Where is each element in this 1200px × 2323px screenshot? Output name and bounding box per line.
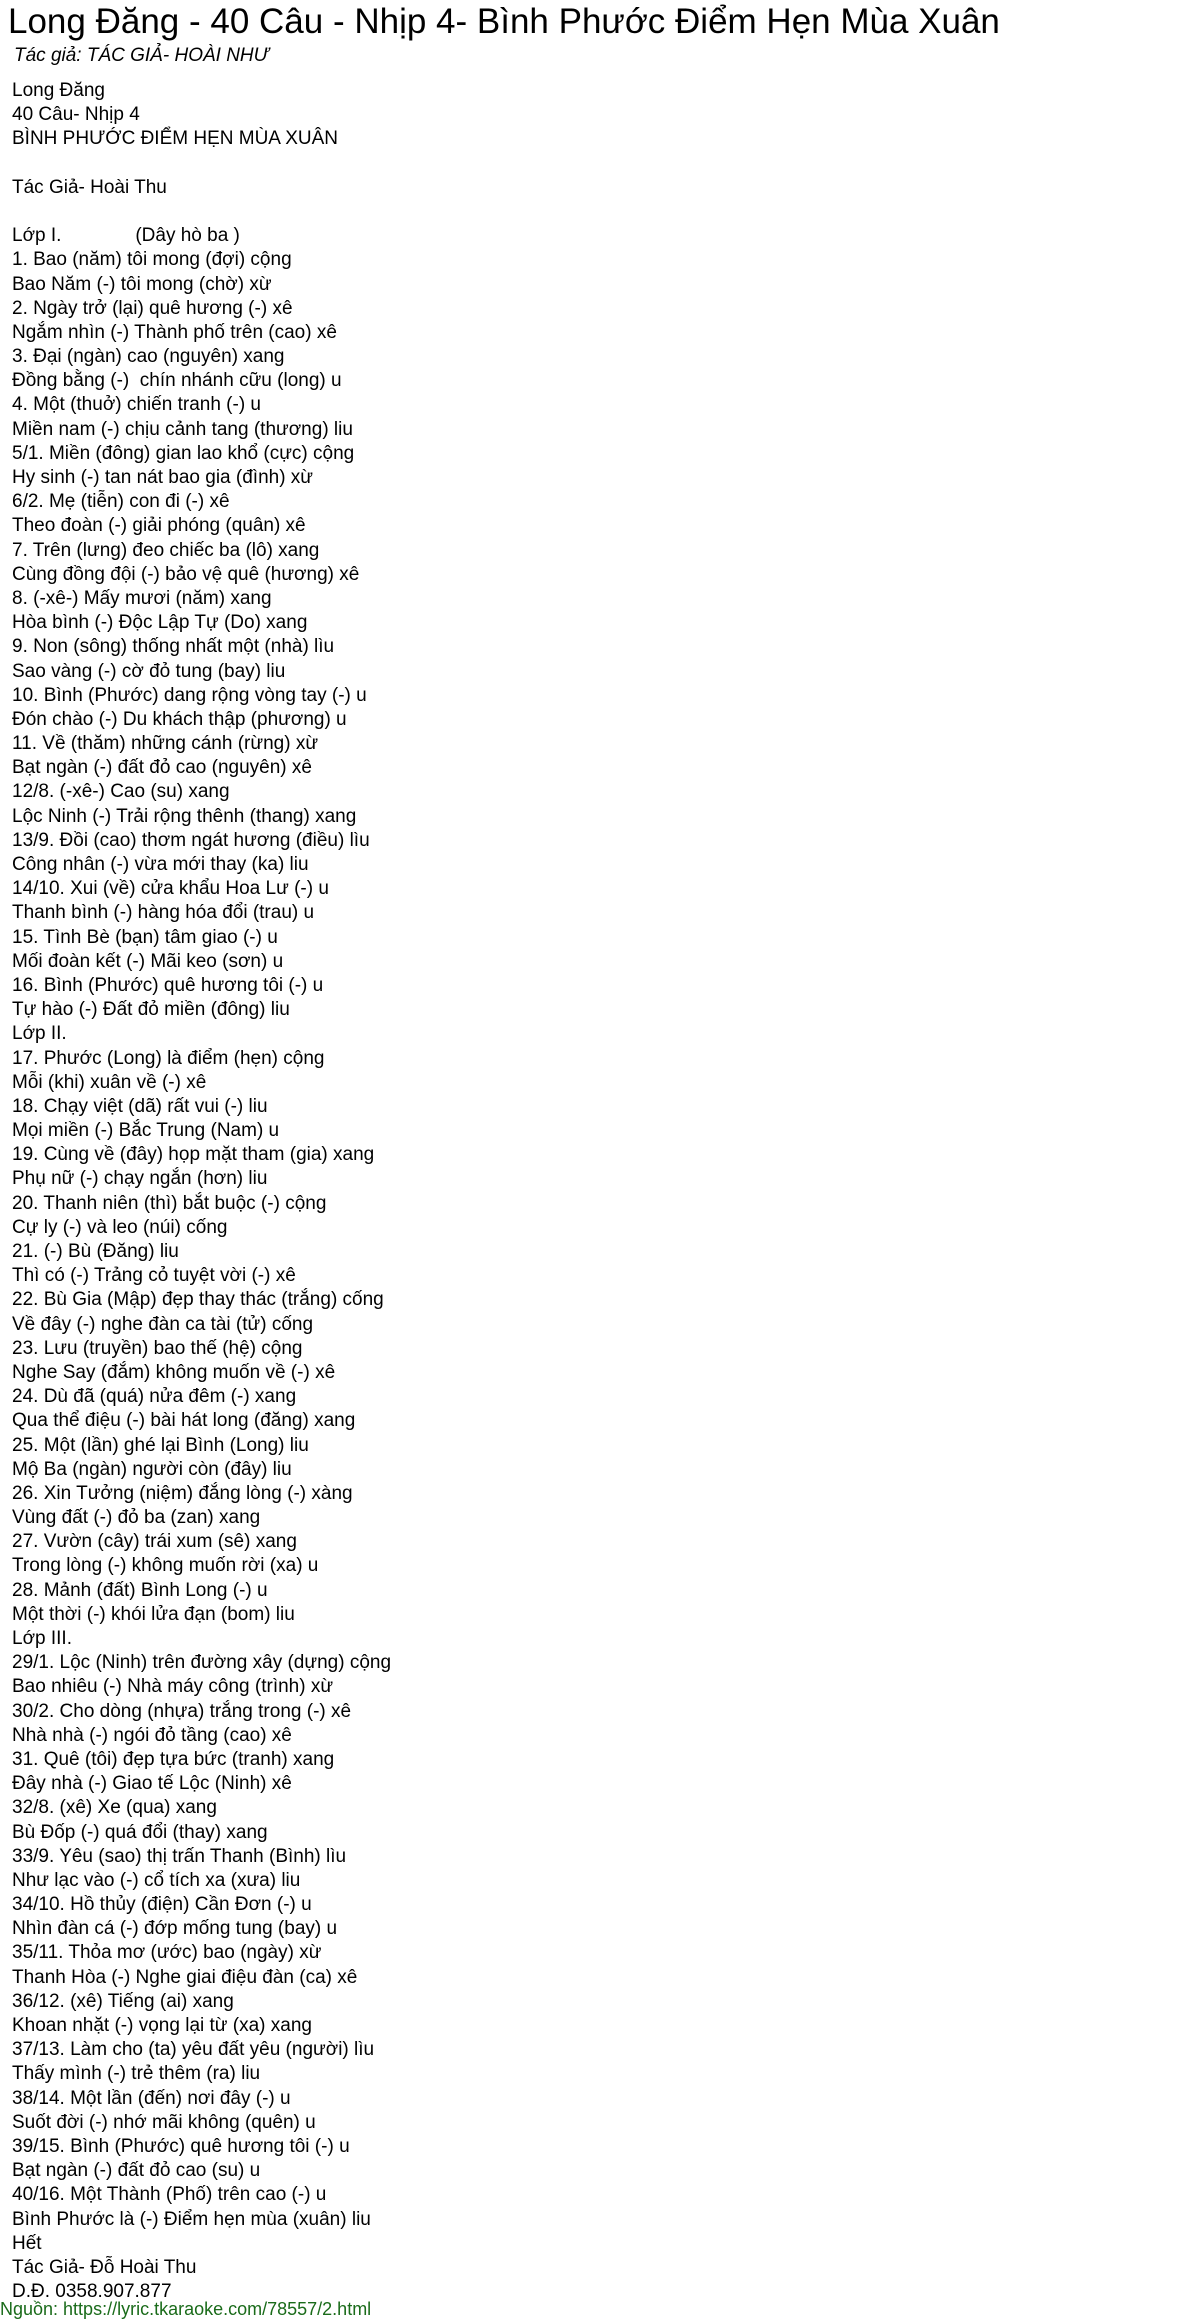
lyric-line: Qua thể điệu (-) bài hát long (đăng) xang	[12, 1410, 356, 1432]
lyric-line: Lớp I. (Dây hò ba )	[12, 225, 240, 247]
lyric-line: 6/2. Mẹ (tiễn) con đi (-) xê	[12, 491, 230, 513]
lyric-line: 24. Dù đã (quá) nửa đêm (-) xang	[12, 1386, 297, 1408]
lyric-line: Bạt ngàn (-) đất đỏ cao (su) u	[12, 2160, 261, 2182]
lyric-line: 1. Bao (năm) tôi mong (đợi) cộng	[12, 249, 292, 271]
lyric-line: Phụ nữ (-) chạy ngắn (hơn) liu	[12, 1168, 268, 1190]
source-link[interactable]: https://lyric.tkaraoke.com/78557/2.html	[63, 2299, 372, 2319]
lyric-line: Bình Phước là (-) Điểm hẹn mùa (xuân) liu	[12, 2208, 371, 2230]
lyric-line: D.Đ. 0358.907.877	[12, 2281, 172, 2303]
lyric-line: Bù Đốp (-) quá đổi (thay) xang	[12, 1821, 268, 1843]
lyric-line: 2. Ngày trở (lại) quê hương (-) xê	[12, 297, 293, 319]
blank-line	[12, 152, 391, 176]
lyric-line: Khoan nhặt (-) vọng lại từ (xa) xang	[12, 2015, 312, 2036]
lyric-line: 4. Một (thuở) chiến tranh (-) u	[12, 394, 261, 416]
lyric-line: 17. Phước (Long) là điểm (hẹn) cộng	[12, 1047, 325, 1069]
lyric-line: Bao Năm (-) tôi mong (chờ) xừ	[12, 273, 272, 295]
lyric-line: 22. Bù Gia (Mập) đẹp thay thác (trắng) cống	[12, 1289, 384, 1311]
lyric-line: 11. Về (thăm) những cánh (rừng) xừ	[12, 733, 319, 755]
lyric-line: 12/8. (-xê-) Cao (su) xang	[12, 781, 230, 803]
lyric-line: Mọi miền (-) Bắc Trung (Nam) u	[12, 1120, 280, 1142]
lyric-line: Sao vàng (-) cờ đỏ tung (bay) liu	[12, 660, 286, 682]
lyric-line: Công nhân (-) vừa mới thay (ka) liu	[12, 854, 309, 875]
lyric-line: 8. (-xê-) Mấy mươi (năm) xang	[12, 587, 272, 609]
lyric-line: 37/13. Làm cho (ta) yêu đất yêu (người) lìu	[12, 2039, 375, 2061]
lyric-line: 15. Tình Bè (bạn) tâm giao (-) u	[12, 926, 278, 948]
lyric-line: 7. Trên (lưng) đeo chiếc ba (lô) xang	[12, 539, 320, 561]
lyric-line: Hết	[12, 2232, 42, 2254]
author-line: Tác giả: TÁC GIẢ- HOÀI NHƯ	[14, 45, 269, 66]
lyric-line: Nghe Say (đắm) không muốn về (-) xê	[12, 1361, 336, 1383]
lyric-line: 26. Xin Tưởng (niệm) đắng lòng (-) xàng	[12, 1482, 353, 1504]
lyric-line: Đón chào (-) Du khách thập (phương) u	[12, 708, 347, 730]
lyric-line: 40 Câu- Nhịp 4	[12, 104, 140, 126]
lyric-line: Miền nam (-) chịu cảnh tang (thương) liu	[12, 418, 353, 440]
lyric-line: 40/16. Một Thành (Phố) trên cao (-) u	[12, 2184, 327, 2206]
lyric-line: Nhìn đàn cá (-) đớp mống tung (bay) u	[12, 1918, 338, 1940]
lyric-line: 23. Lưu (truyền) bao thế (hệ) cộng	[12, 1337, 303, 1359]
lyric-line: Thanh Hòa (-) Nghe giai điệu đàn (ca) xê	[12, 1966, 358, 1988]
lyric-line: 36/12. (xê) Tiếng (ai) xang	[12, 1990, 234, 2012]
lyric-line: 34/10. Hồ thủy (điện) Cần Đơn (-) u	[12, 1894, 312, 1916]
lyric-line: Lớp II.	[12, 1023, 67, 1045]
blank-line	[12, 200, 391, 224]
lyric-line: Tự hào (-) Đất đỏ miền (đông) liu	[12, 999, 290, 1021]
lyrics-body	[12, 79, 391, 2304]
lyric-line: 33/9. Yêu (sao) thị trấn Thanh (Bình) lìu	[12, 1845, 347, 1867]
lyric-line: 14/10. Xui (về) cửa khẩu Hoa Lư (-) u	[12, 878, 329, 900]
lyric-line: Lớp III.	[12, 1628, 72, 1649]
lyric-line: 20. Thanh niên (thì) bắt buộc (-) cộng	[12, 1192, 327, 1214]
lyric-line: 10. Bình (Phước) dang rộng vòng tay (-) u	[12, 684, 367, 706]
lyric-line: 16. Bình (Phước) quê hương tôi (-) u	[12, 974, 324, 996]
source-label: Nguồn:	[0, 2299, 64, 2319]
lyric-line: Hy sinh (-) tan nát bao gia (đình) xừ	[12, 467, 314, 488]
lyric-line: Bạt ngàn (-) đất đỏ cao (nguyên) xê	[12, 757, 312, 779]
lyric-line: 35/11. Thỏa mơ (ước) bao (ngày) xừ	[12, 1942, 322, 1964]
lyric-line: Mối đoàn kết (-) Mãi keo (sơn) u	[12, 950, 284, 972]
lyric-line: 27. Vườn (cây) trái xum (sê) xang	[12, 1531, 297, 1553]
lyric-line: 3. Đại (ngàn) cao (nguyên) xang	[12, 346, 285, 368]
lyric-line: 13/9. Đồi (cao) thơm ngát hương (điều) lìu	[12, 829, 370, 851]
lyric-line: Lộc Ninh (-) Trải rộng thênh (thang) xang	[12, 805, 357, 827]
lyric-line: Trong lòng (-) không muốn rời (xa) u	[12, 1555, 319, 1577]
lyric-line: 29/1. Lộc (Ninh) trên đường xây (dựng) cộng	[12, 1652, 392, 1674]
lyric-line: Mộ Ba (ngàn) người còn (đây) liu	[12, 1458, 292, 1480]
lyric-line: Cự ly (-) và leo (núi) cống	[12, 1216, 228, 1238]
lyric-line: Long Đăng	[12, 80, 105, 101]
lyric-line: 28. Mảnh (đất) Bình Long (-) u	[12, 1579, 268, 1601]
lyric-line: 25. Một (lần) ghé lại Bình (Long) liu	[12, 1434, 309, 1456]
lyric-line: 18. Chạy việt (dã) rất vui (-) liu	[12, 1095, 268, 1117]
lyric-line: Đồng bằng (-) chín nhánh cữu (long) u	[12, 370, 342, 392]
lyric-line: Cùng đồng đội (-) bảo vệ quê (hương) xê	[12, 563, 360, 585]
lyric-line: 38/14. Một lần (đến) nơi đây (-) u	[12, 2087, 291, 2109]
lyric-line: 39/15. Bình (Phước) quê hương tôi (-) u	[12, 2135, 350, 2157]
lyric-line: Như lạc vào (-) cổ tích xa (xưa) liu	[12, 1869, 301, 1891]
source-line	[0, 2298, 371, 2320]
lyric-line: 30/2. Cho dòng (nhựa) trắng trong (-) xê	[12, 1700, 352, 1722]
lyric-line: Vùng đất (-) đỏ ba (zan) xang	[12, 1507, 261, 1529]
lyric-line: Mỗi (khi) xuân về (-) xê	[12, 1071, 207, 1093]
lyric-line: Thanh bình (-) hàng hóa đổi (trau) u	[12, 902, 315, 924]
lyric-line: 21. (-) Bù (Đăng) liu	[12, 1241, 179, 1262]
lyric-line: Đây nhà (-) Giao tế Lộc (Ninh) xê	[12, 1773, 292, 1795]
lyric-line: Tác Giả- Hoài Thu	[12, 176, 167, 198]
lyric-line: Về đây (-) nghe đàn ca tài (tử) cống	[12, 1313, 314, 1335]
lyric-line: 32/8. (xê) Xe (qua) xang	[12, 1797, 217, 1819]
lyric-line: Hòa bình (-) Độc Lập Tự (Do) xang	[12, 612, 308, 634]
lyric-line: Nhà nhà (-) ngói đỏ tầng (cao) xê	[12, 1724, 292, 1746]
lyric-line: 31. Quê (tôi) đẹp tựa bức (tranh) xang	[12, 1748, 335, 1770]
lyric-line: Bao nhiêu (-) Nhà máy công (trình) xừ	[12, 1676, 334, 1698]
lyric-line: BÌNH PHƯỚC ĐIỂM HẸN MÙA XUÂN	[12, 128, 338, 150]
lyric-line: Thấy mình (-) trẻ thêm (ra) liu	[12, 2063, 261, 2085]
lyric-line: Theo đoàn (-) giải phóng (quân) xê	[12, 515, 306, 537]
lyric-line: 5/1. Miền (đông) gian lao khổ (cực) cộng	[12, 442, 355, 464]
page-title: Long Đăng - 40 Câu - Nhịp 4- Bình Phước Điểm Hẹn Mùa Xuân	[8, 2, 1000, 41]
lyric-line: 9. Non (sông) thống nhất một (nhà) lìu	[12, 636, 335, 658]
lyric-line: Ngắm nhìn (-) Thành phố trên (cao) xê	[12, 321, 337, 343]
lyric-line: Thì có (-) Trảng cỏ tuyệt vời (-) xê	[12, 1265, 296, 1287]
lyric-line: Suốt đời (-) nhớ mãi không (quên) u	[12, 2111, 316, 2133]
lyric-line: Tác Giả- Đỗ Hoài Thu	[12, 2256, 197, 2278]
lyric-line: Một thời (-) khói lửa đạn (bom) liu	[12, 1603, 295, 1625]
lyric-line: 19. Cùng về (đây) họp mặt tham (gia) xang	[12, 1144, 375, 1166]
